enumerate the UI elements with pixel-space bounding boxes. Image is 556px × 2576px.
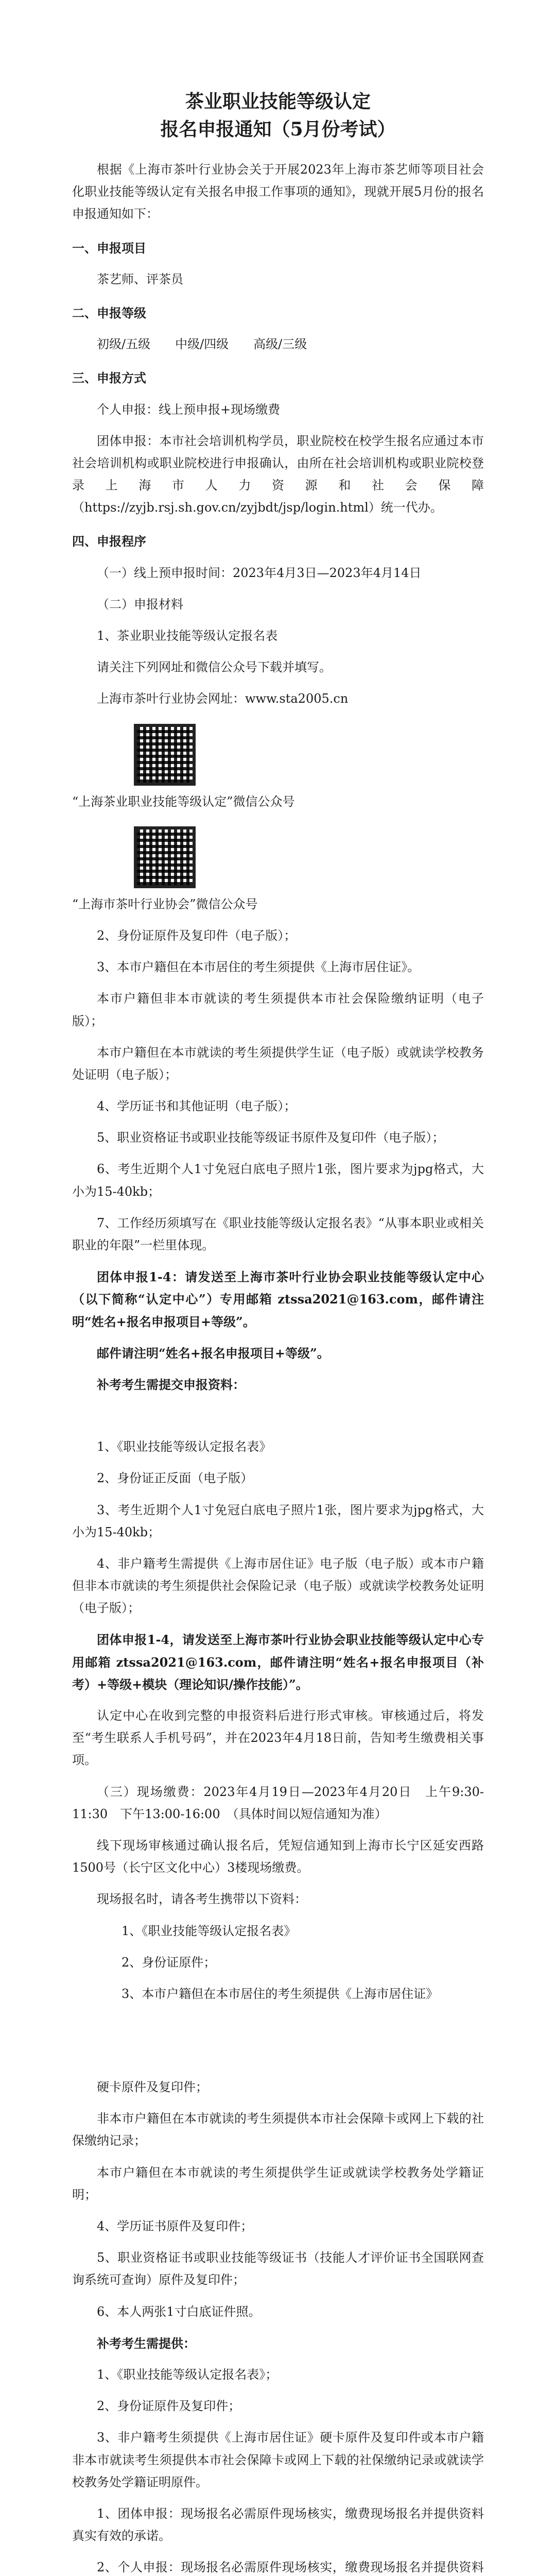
email-subject-note: 邮件请注明“姓名+报名申报项目+等级”。 [97, 1345, 329, 1361]
makeup-item: 1、《职业技能等级认定报名表》 [97, 1439, 272, 1454]
section-3-heading: 三、申报方式 [72, 370, 146, 386]
review2-item: 6、本人两张1寸白底证件照。 [97, 2304, 261, 2319]
review2-item: 补考考生需提供： [97, 2335, 196, 2351]
section-1-heading: 一、申报项目 [72, 240, 146, 256]
title-line-2: 报名申报通知（5月份考试） [160, 118, 396, 140]
review2-item: 硬卡原件及复印件； [97, 2080, 208, 2095]
material-item: 3、本市户籍但在本市居住的考生须提供《上海市居住证》。 [97, 960, 420, 975]
review2-item: 非本市户籍但在本市就读的考生须提供本市社会保障卡或网上下载的社保缴纳记录； [72, 2111, 484, 2148]
review-paragraph: （三）现场缴费：2023年4月19日—2023年4月20日 上午9:30-11:30 下午13:00-16:00 （具体时间以短信通知为准） [72, 1784, 484, 1821]
review3-item: 1、团体申报：现场报名必需原件现场核实，缴费现场报名并提供资料真实有效的承诺。 [72, 2506, 484, 2544]
review-paragraph: 线下现场审核通过确认报名后，凭短信通知到上海市长宁区延安西路1500号（长宁区文化中心）3楼现场缴费。 [72, 1838, 484, 1875]
section-4-heading: 四、申报程序 [72, 534, 146, 549]
section-3-group: 团体申报：本市社会培训机构学员，职业院校在校学生报名应通过本市社会培训机构或职业院校进行申报确认，由所在社会培训机构或职业院校登录上海市人力资源和社会保障（https://zyjb.rsj.sh.gov.cn/zyjbdt/jsp/login.html）统一代办。 [72, 433, 484, 515]
qr-code-icon [134, 826, 196, 888]
qr-caption-2: “上海市茶叶行业协会”微信公众号 [72, 896, 258, 911]
notice-body [72, 88, 484, 2576]
section-4-step: （一）线上预申报时间：2023年4月3日—2023年4月14日 [97, 565, 422, 580]
review2-item: 4、学历证书原件及复印件； [97, 2219, 253, 2233]
qr-block-2 [134, 826, 484, 888]
makeup-item: 2、身份证正反面（电子版） [97, 1471, 253, 1486]
makeup-item: 4、非户籍考生需提供《上海市居住证》电子版（电子版）或本市户籍但非本市就读的考生须提供社会保险记录（电子版）或就读学校教务处证明（电子版）； [72, 1556, 484, 1616]
review3-item: 1、《职业技能等级认定报名表》； [97, 2367, 278, 2382]
review2-item: 5、职业资格证书或职业技能等级证书（技能人才评价证书全国联网查询系统可查询）原件及复印件； [72, 2250, 484, 2287]
review-list-item: 3、本市户籍但在本市居住的考生须提供《上海市居住证》 [121, 1986, 439, 2001]
material-item: 7、工作经历须填写在《职业技能等级认定报名表》“从事本职业或相关职业的年限”一栏里体现。 [72, 1215, 484, 1252]
section-4-step: 上海市茶叶行业协会网址：www.sta2005.cn [97, 691, 349, 706]
makeup-email-note: 团体申报1-4，请发送至上海市茶叶行业协会职业技能等级认定中心专用邮箱 ztssa2021@163.com，邮件请注明“姓名+报名申报项目（补考）+等级+模块（理论知识/操作技能）”。 [72, 1632, 484, 1692]
makeup-heading: 补考考生需提交申报资料： [97, 1377, 245, 1392]
material-item: 本市户籍但在本市就读的考生须提供学生证（电子版）或就读学校教务处证明（电子版）； [72, 1045, 484, 1082]
qr-block-1 [134, 724, 484, 786]
section-1-item: 茶艺师、评茶员 [97, 272, 183, 286]
material-item: 4、学历证书和其他证明（电子版）； [97, 1099, 297, 1114]
review3-item: 2、个人申报：现场报名必需原件现场核实，缴费现场报名并提供资料 [97, 2560, 484, 2575]
review-paragraph: 认定中心在收到完整的申报资料后进行形式审核。审核通过后，将发至“考生联系人手机号码”，并在2023年4月18日前，告知考生缴费相关事项。 [72, 1708, 484, 1768]
title-line-1: 茶业职业技能等级认定 [185, 91, 371, 112]
material-item: 6、考生近期个人1寸免冠白底电子照片1张，图片要求为jpg格式，大小为15-40kb； [72, 1162, 484, 1199]
section-2-heading: 二、申报等级 [72, 305, 146, 320]
group-submission-note: 团体申报1-4：请发送至上海市茶叶行业协会职业技能等级认定中心（以下简称“认定中心”）专用邮箱 ztssa2021@163.com，邮件请注明“姓名+报名申报项目+等级”。 [72, 1269, 484, 1329]
qr-caption-1: “上海茶业职业技能等级认定”微信公众号 [72, 794, 295, 809]
section-4-step: （二）申报材料 [97, 597, 183, 612]
material-item: 2、身份证原件及复印件（电子版）； [97, 928, 297, 943]
review3-item: 3、非户籍考生须提供《上海市居住证》硬卡原件及复印件或本市户籍非本市就读考生须提供本市社会保障卡或网上下载的社保缴纳记录或就读学校教务处学籍证明原件。 [72, 2430, 484, 2489]
review3-item: 2、身份证原件及复印件； [97, 2399, 241, 2414]
section-4-step: 请关注下列网址和微信公众号下载并填写。 [97, 660, 332, 675]
review2-item: 本市户籍但在本市就读的考生须提供学生证或就读学校教务处学籍证明； [72, 2165, 484, 2202]
material-item: 5、职业资格证书或职业技能等级证书原件及复印件（电子版）； [97, 1130, 445, 1145]
qr-code-icon [134, 724, 196, 786]
section-3-individual: 个人申报：线上预申报+现场缴费 [97, 402, 281, 417]
review-list-item: 1、《职业技能等级认定报名表》 [121, 1923, 297, 1938]
review-list-item: 2、身份证原件； [121, 1955, 216, 1970]
material-item: 本市户籍但非本市就读的考生须提供本市社会保险缴纳证明（电子版）； [72, 991, 484, 1028]
makeup-item: 3、考生近期个人1寸免冠白底电子照片1张，图片要求为jpg格式，大小为15-40kb； [72, 1502, 484, 1539]
section-4-step: 1、茶业职业技能等级认定报名表 [97, 629, 278, 643]
intro-paragraph: 根据《上海市茶叶行业协会关于开展2023年上海市茶艺师等项目社会化职业技能等级认定有关报名申报工作事项的通知》，现就开展5月份的报名申报通知如下： [72, 162, 484, 222]
review-paragraph: 现场报名时，请各考生携带以下资料： [97, 1892, 307, 1907]
section-2-item: 初级/五级 中级/四级 高级/三级 [97, 337, 307, 352]
